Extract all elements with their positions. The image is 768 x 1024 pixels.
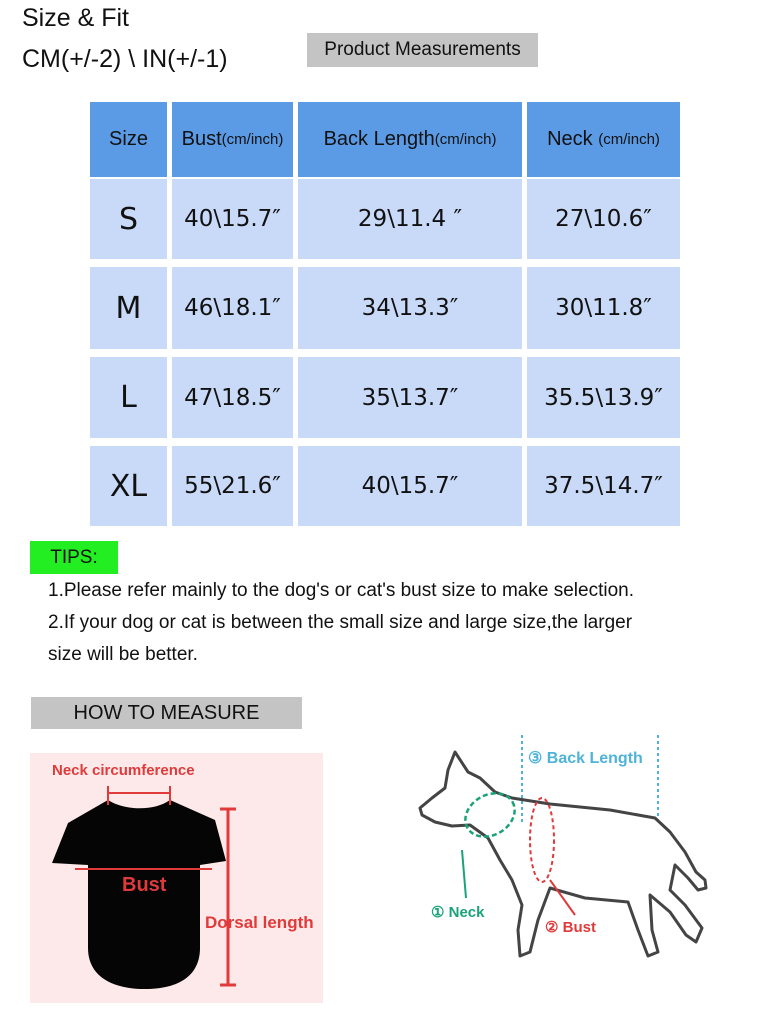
dog-neck-label: ① Neck (431, 904, 485, 921)
back-length-cell: 40\15.7″ (298, 446, 522, 526)
header-neck: Neck (cm/inch) (527, 102, 680, 177)
back-length-cell: 34\13.3″ (298, 267, 522, 349)
header-bust: Bust (cm/inch) (172, 102, 293, 177)
size-cell: M (90, 267, 167, 349)
dog-icon (400, 730, 740, 1000)
size-cell: XL (90, 446, 167, 526)
back-length-label: ③ Back Length (528, 750, 643, 767)
bust-cell: 55\21.6″ (172, 446, 293, 526)
neck-cell: 35.5\13.9″ (527, 357, 680, 438)
tips-badge: TIPS: (30, 541, 118, 574)
neck-cell: 27\10.6″ (527, 179, 680, 259)
dorsal-length-label: Dorsal length (205, 913, 314, 932)
tip-line-2: 2.If your dog or cat is between the small size and large size,the larger (48, 612, 633, 633)
neck-cell: 37.5\14.7″ (527, 446, 680, 526)
dog-bust-label: ② Bust (545, 919, 596, 936)
units-note: CM(+/-2) \ IN(+/-1) (22, 45, 228, 73)
bust-cell: 47\18.5″ (172, 357, 293, 438)
bust-cell: 46\18.1″ (172, 267, 293, 349)
bust-label: Bust (122, 874, 167, 896)
tip-line-1: 1.Please refer mainly to the dog's or cat's bust size to make selection. (48, 580, 634, 601)
neck-cell: 30\11.8″ (527, 267, 680, 349)
back-length-cell: 29\11.4 ″ (298, 179, 522, 259)
how-to-measure-label: HOW TO MEASURE (31, 697, 302, 729)
size-cell: S (90, 179, 167, 259)
bust-cell: 40\15.7″ (172, 179, 293, 259)
size-cell: L (90, 357, 167, 438)
neck-circumference-label: Neck circumference (52, 762, 195, 779)
header-size: Size (90, 102, 167, 177)
header-back-length: Back Length (cm/inch) (298, 102, 522, 177)
product-measurements-label: Product Measurements (307, 33, 538, 67)
back-length-cell: 35\13.7″ (298, 357, 522, 438)
tip-line-3: size will be better. (48, 644, 198, 665)
shirt-measure-diagram (30, 753, 323, 1003)
page-title: Size & Fit (22, 4, 129, 32)
shirt-icon (30, 753, 323, 1003)
dog-measure-diagram (400, 730, 740, 1000)
